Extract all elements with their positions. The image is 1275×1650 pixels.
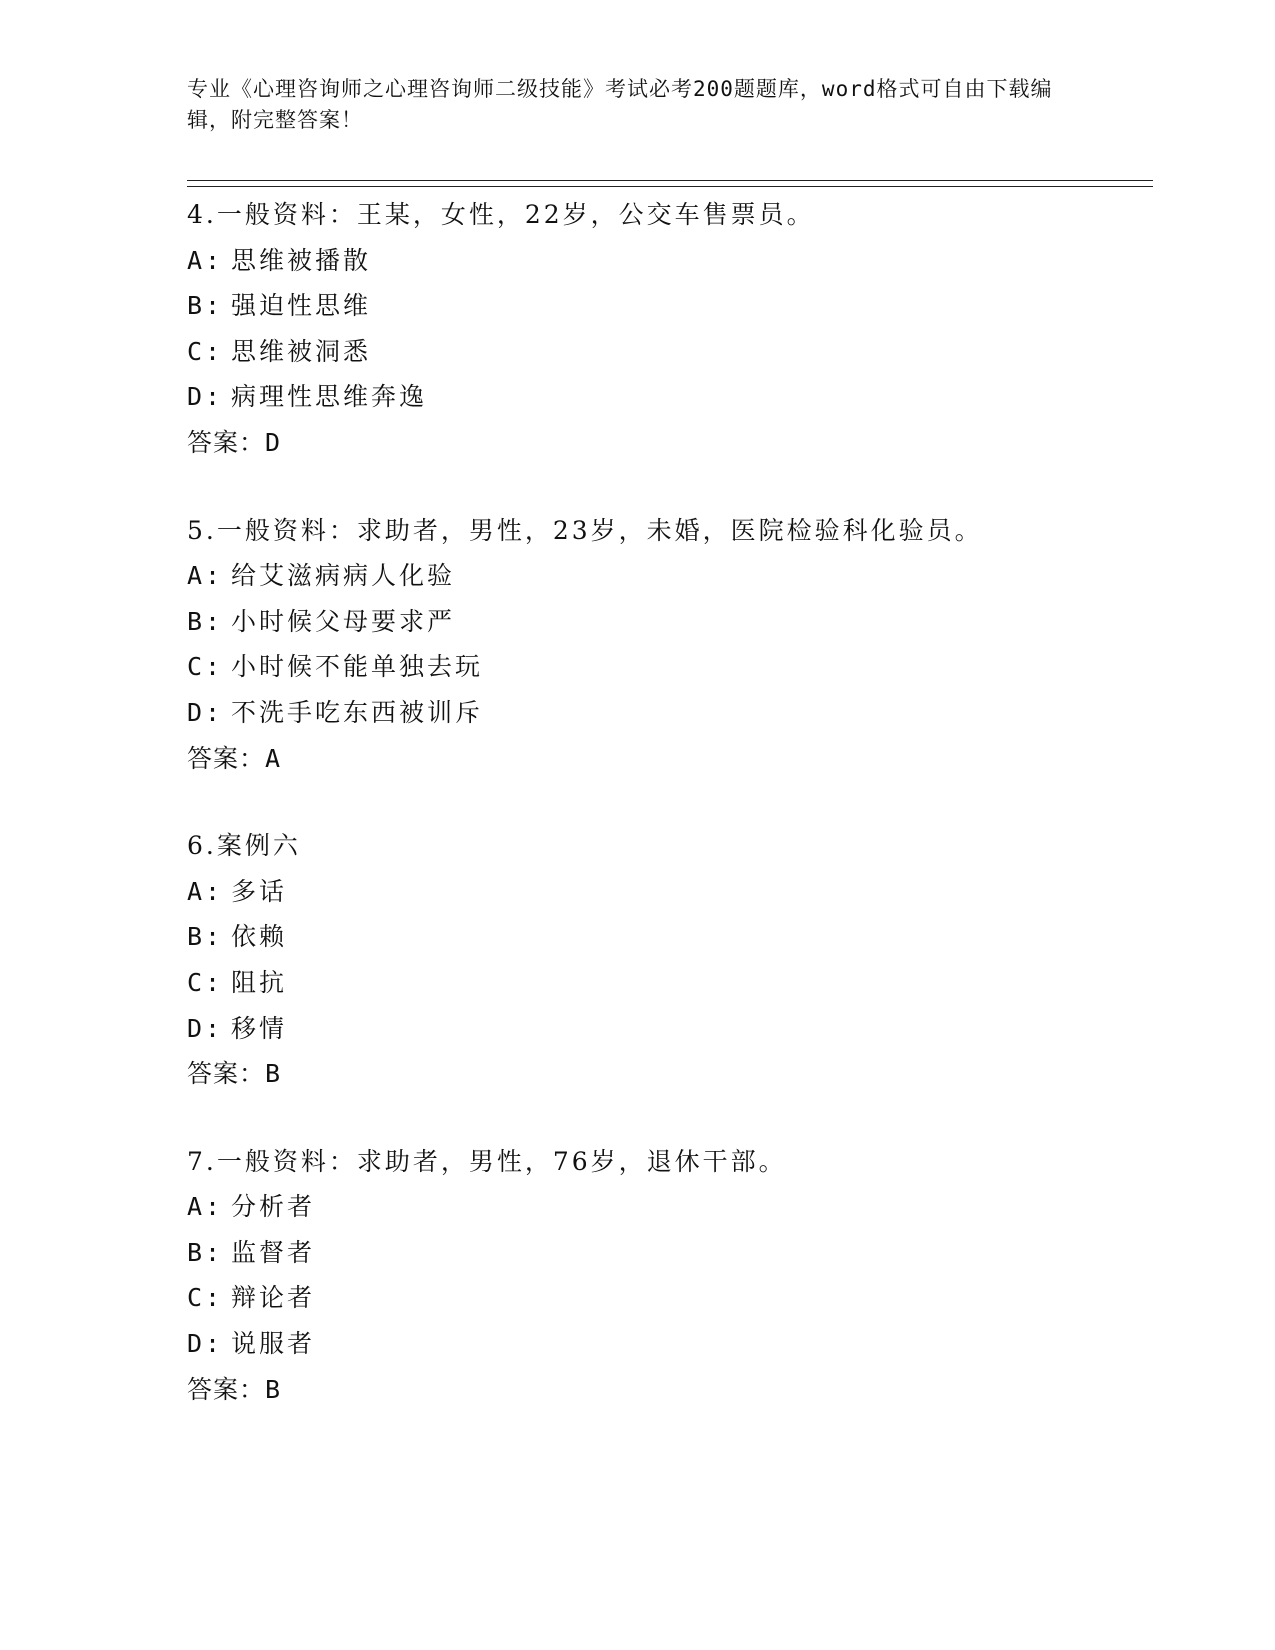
option-a bbox=[187, 869, 1127, 915]
question-stem: 6.案例六 bbox=[187, 831, 301, 861]
option-text: 多话 bbox=[231, 876, 288, 906]
answer-value: B bbox=[265, 1374, 281, 1404]
option-c bbox=[187, 329, 1127, 375]
header-divider-top bbox=[187, 180, 1153, 181]
question-item bbox=[187, 823, 1127, 1097]
option-key: D: bbox=[187, 1013, 224, 1043]
option-c bbox=[187, 644, 1127, 690]
option-text: 思维被洞悉 bbox=[231, 336, 372, 366]
option-key: D: bbox=[187, 697, 224, 727]
option-key: B: bbox=[187, 1237, 224, 1267]
option-c bbox=[187, 1275, 1127, 1321]
answer-row bbox=[187, 1051, 1127, 1097]
option-d bbox=[187, 1006, 1127, 1052]
option-a bbox=[187, 553, 1127, 599]
option-text: 阻抗 bbox=[231, 967, 288, 997]
option-key: A: bbox=[187, 1192, 224, 1222]
option-a bbox=[187, 238, 1127, 284]
option-key: C: bbox=[187, 652, 224, 682]
option-text: 不洗手吃东西被训斥 bbox=[231, 697, 484, 727]
option-text: 给艾滋病病人化验 bbox=[231, 561, 456, 591]
option-d bbox=[187, 690, 1127, 736]
option-d bbox=[187, 374, 1127, 420]
option-key: B: bbox=[187, 291, 224, 321]
option-key: A: bbox=[187, 561, 224, 591]
question-stem: 5.一般资料：求助者，男性，23岁，未婚，医院检验科化验员。 bbox=[187, 515, 983, 545]
option-text: 辩论者 bbox=[231, 1283, 316, 1313]
answer-value: B bbox=[265, 1059, 281, 1089]
header-divider-bottom bbox=[187, 186, 1153, 187]
option-text: 病理性思维奔逸 bbox=[231, 382, 428, 412]
question-item bbox=[187, 192, 1127, 466]
option-key: B: bbox=[187, 922, 224, 952]
option-key: B: bbox=[187, 606, 224, 636]
option-key: A: bbox=[187, 245, 224, 275]
option-b bbox=[187, 283, 1127, 329]
document-header bbox=[187, 74, 1067, 136]
option-text: 思维被播散 bbox=[231, 245, 372, 275]
option-key: C: bbox=[187, 336, 224, 366]
option-text: 小时候父母要求严 bbox=[231, 606, 456, 636]
option-text: 监督者 bbox=[231, 1237, 316, 1267]
option-a bbox=[187, 1184, 1127, 1230]
question-item bbox=[187, 1139, 1127, 1413]
option-text: 分析者 bbox=[231, 1192, 316, 1222]
option-text: 移情 bbox=[231, 1013, 288, 1043]
answer-value: A bbox=[265, 743, 281, 773]
answer-value: D bbox=[265, 427, 281, 457]
option-key: C: bbox=[187, 967, 224, 997]
option-text: 强迫性思维 bbox=[231, 291, 372, 321]
option-text: 依赖 bbox=[231, 922, 288, 952]
question-stem: 7.一般资料：求助者，男性，76岁，退休干部。 bbox=[187, 1146, 787, 1176]
answer-label: 答案： bbox=[187, 1059, 266, 1089]
option-b bbox=[187, 1230, 1127, 1276]
option-key: A: bbox=[187, 876, 224, 906]
option-b bbox=[187, 914, 1127, 960]
option-key: C: bbox=[187, 1283, 224, 1313]
question-item bbox=[187, 508, 1127, 782]
option-c bbox=[187, 960, 1127, 1006]
answer-label: 答案： bbox=[187, 1374, 266, 1404]
question-list bbox=[187, 192, 1127, 1454]
option-text: 说服者 bbox=[231, 1329, 316, 1359]
answer-row bbox=[187, 736, 1127, 782]
answer-label: 答案： bbox=[187, 427, 266, 457]
option-b bbox=[187, 599, 1127, 645]
question-stem: 4.一般资料：王某，女性，22岁，公交车售票员。 bbox=[187, 200, 815, 229]
option-d bbox=[187, 1321, 1127, 1367]
option-key: D: bbox=[187, 1329, 224, 1359]
option-text: 小时候不能单独去玩 bbox=[231, 652, 484, 682]
header-intro-text: 专业《心理咨询师之心理咨询师二级技能》考试必考200题题库，word格式可自由下载编辑，附完整答案！ bbox=[187, 77, 1053, 132]
answer-label: 答案： bbox=[187, 743, 266, 773]
answer-row bbox=[187, 1367, 1127, 1413]
option-key: D: bbox=[187, 382, 224, 412]
answer-row bbox=[187, 420, 1127, 466]
